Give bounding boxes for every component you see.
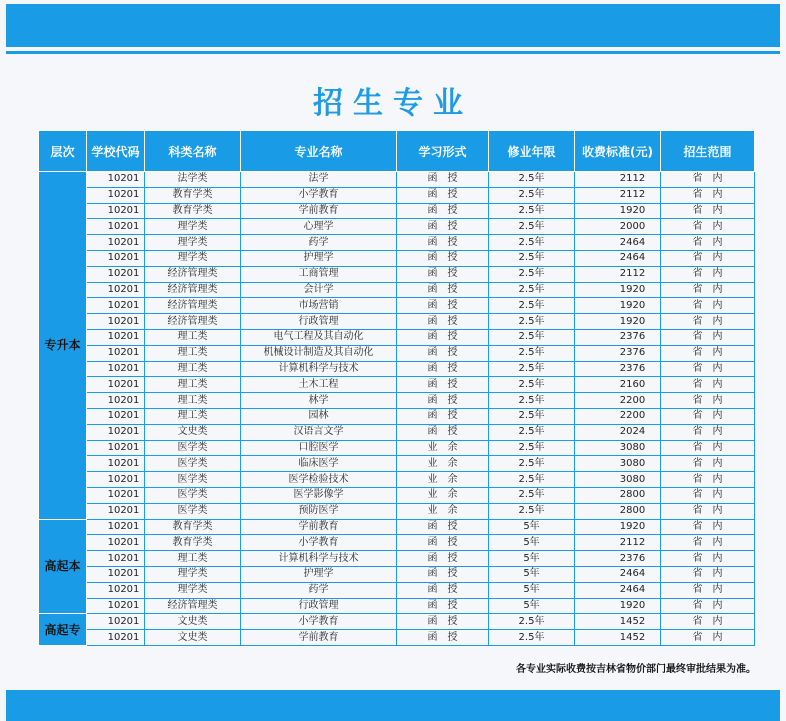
- header-fee: 收费标准(元): [575, 131, 661, 172]
- study-mode-cell: 业 余: [397, 456, 489, 472]
- header-duration: 修业年限: [489, 131, 575, 172]
- scope-cell: 省 内: [661, 393, 755, 409]
- fee-cell: 2112: [575, 266, 661, 282]
- school-code-cell: 10201: [87, 566, 145, 582]
- school-code-cell: 10201: [87, 551, 145, 567]
- scope-cell: 省 内: [661, 187, 755, 203]
- scope-cell: 省 内: [661, 377, 755, 393]
- table-row: [39, 551, 755, 567]
- scope-cell: 省 内: [661, 472, 755, 488]
- level-cell: 高起本: [39, 519, 87, 614]
- duration-cell: 5年: [489, 566, 575, 582]
- scope-cell: 省 内: [661, 598, 755, 614]
- school-code-cell: 10201: [87, 282, 145, 298]
- study-mode-cell: 业 余: [397, 503, 489, 519]
- school-code-cell: 10201: [87, 235, 145, 251]
- study-mode-cell: 函 授: [397, 582, 489, 598]
- fee-cell: 2112: [575, 535, 661, 551]
- table-row: [39, 566, 755, 582]
- scope-cell: 省 内: [661, 345, 755, 361]
- top-banner: [6, 4, 780, 47]
- scope-cell: 省 内: [661, 219, 755, 235]
- duration-cell: 2.5年: [489, 440, 575, 456]
- scope-cell: 省 内: [661, 282, 755, 298]
- fee-cell: 1920: [575, 598, 661, 614]
- duration-cell: 2.5年: [489, 456, 575, 472]
- study-mode-cell: 函 授: [397, 630, 489, 646]
- major-cell: 行政管理: [241, 314, 397, 330]
- school-code-cell: 10201: [87, 203, 145, 219]
- major-cell: 法学: [241, 172, 397, 188]
- category-cell: 教育学类: [145, 203, 241, 219]
- level-cell: 专升本: [39, 172, 87, 520]
- school-code-cell: 10201: [87, 456, 145, 472]
- scope-cell: 省 内: [661, 503, 755, 519]
- table-row: [39, 377, 755, 393]
- table-row: [39, 266, 755, 282]
- scope-cell: 省 内: [661, 408, 755, 424]
- duration-cell: 5年: [489, 519, 575, 535]
- category-cell: 教育学类: [145, 535, 241, 551]
- category-cell: 医学类: [145, 440, 241, 456]
- fee-cell: 2376: [575, 551, 661, 567]
- scope-cell: 省 内: [661, 424, 755, 440]
- duration-cell: 5年: [489, 582, 575, 598]
- header-category: 科类名称: [145, 131, 241, 172]
- duration-cell: 2.5年: [489, 393, 575, 409]
- category-cell: 理工类: [145, 377, 241, 393]
- table-row: [39, 250, 755, 266]
- school-code-cell: 10201: [87, 424, 145, 440]
- study-mode-cell: 函 授: [397, 219, 489, 235]
- fee-cell: 2800: [575, 487, 661, 503]
- table-row: [39, 408, 755, 424]
- fee-cell: 2464: [575, 235, 661, 251]
- scope-cell: 省 内: [661, 582, 755, 598]
- scope-cell: 省 内: [661, 172, 755, 188]
- study-mode-cell: 函 授: [397, 551, 489, 567]
- school-code-cell: 10201: [87, 487, 145, 503]
- school-code-cell: 10201: [87, 598, 145, 614]
- table-header-row: [39, 131, 755, 172]
- category-cell: 理学类: [145, 219, 241, 235]
- study-mode-cell: 函 授: [397, 377, 489, 393]
- study-mode-cell: 业 余: [397, 440, 489, 456]
- table-row: [39, 630, 755, 646]
- school-code-cell: 10201: [87, 329, 145, 345]
- table-row: [39, 172, 755, 188]
- category-cell: 经济管理类: [145, 314, 241, 330]
- category-cell: 理学类: [145, 582, 241, 598]
- major-cell: 口腔医学: [241, 440, 397, 456]
- school-code-cell: 10201: [87, 172, 145, 188]
- study-mode-cell: 函 授: [397, 519, 489, 535]
- category-cell: 经济管理类: [145, 266, 241, 282]
- top-divider: [6, 51, 780, 54]
- header-level: 层次: [39, 131, 87, 172]
- duration-cell: 2.5年: [489, 503, 575, 519]
- category-cell: 医学类: [145, 472, 241, 488]
- fee-cell: 1920: [575, 519, 661, 535]
- school-code-cell: 10201: [87, 298, 145, 314]
- table-row: [39, 329, 755, 345]
- category-cell: 理工类: [145, 361, 241, 377]
- scope-cell: 省 内: [661, 551, 755, 567]
- table-row: [39, 282, 755, 298]
- school-code-cell: 10201: [87, 440, 145, 456]
- category-cell: 理工类: [145, 551, 241, 567]
- category-cell: 医学类: [145, 487, 241, 503]
- major-cell: 学前教育: [241, 519, 397, 535]
- fee-cell: 2000: [575, 219, 661, 235]
- category-cell: 经济管理类: [145, 598, 241, 614]
- fee-cell: 2024: [575, 424, 661, 440]
- duration-cell: 2.5年: [489, 235, 575, 251]
- school-code-cell: 10201: [87, 519, 145, 535]
- major-cell: 电气工程及其自动化: [241, 329, 397, 345]
- study-mode-cell: 函 授: [397, 361, 489, 377]
- category-cell: 文史类: [145, 630, 241, 646]
- duration-cell: 2.5年: [489, 282, 575, 298]
- category-cell: 理学类: [145, 235, 241, 251]
- table-row: [39, 472, 755, 488]
- category-cell: 教育学类: [145, 187, 241, 203]
- school-code-cell: 10201: [87, 582, 145, 598]
- table-row: [39, 614, 755, 630]
- major-cell: 护理学: [241, 566, 397, 582]
- school-code-cell: 10201: [87, 503, 145, 519]
- study-mode-cell: 函 授: [397, 314, 489, 330]
- major-cell: 市场营销: [241, 298, 397, 314]
- duration-cell: 2.5年: [489, 630, 575, 646]
- school-code-cell: 10201: [87, 408, 145, 424]
- study-mode-cell: 业 余: [397, 472, 489, 488]
- scope-cell: 省 内: [661, 250, 755, 266]
- major-cell: 小学教育: [241, 535, 397, 551]
- fee-cell: 2376: [575, 329, 661, 345]
- table-row: [39, 361, 755, 377]
- table-row: [39, 582, 755, 598]
- study-mode-cell: 函 授: [397, 266, 489, 282]
- fee-cell: 2200: [575, 408, 661, 424]
- scope-cell: 省 内: [661, 519, 755, 535]
- fee-cell: 2464: [575, 582, 661, 598]
- header-major: 专业名称: [241, 131, 397, 172]
- school-code-cell: 10201: [87, 361, 145, 377]
- scope-cell: 省 内: [661, 614, 755, 630]
- duration-cell: 2.5年: [489, 614, 575, 630]
- fee-cell: 1920: [575, 314, 661, 330]
- duration-cell: 2.5年: [489, 408, 575, 424]
- major-cell: 预防医学: [241, 503, 397, 519]
- enrollment-table: [38, 130, 755, 646]
- level-cell: 高起专: [39, 614, 87, 646]
- school-code-cell: 10201: [87, 250, 145, 266]
- category-cell: 法学类: [145, 172, 241, 188]
- fee-note: 各专业实际收费按吉林省物价部门最终审批结果为准。: [516, 664, 756, 675]
- major-cell: 小学教育: [241, 187, 397, 203]
- fee-cell: 2464: [575, 566, 661, 582]
- fee-cell: 3080: [575, 440, 661, 456]
- duration-cell: 2.5年: [489, 203, 575, 219]
- fee-cell: 2112: [575, 187, 661, 203]
- scope-cell: 省 内: [661, 440, 755, 456]
- study-mode-cell: 函 授: [397, 329, 489, 345]
- table-row: [39, 424, 755, 440]
- category-cell: 经济管理类: [145, 298, 241, 314]
- school-code-cell: 10201: [87, 630, 145, 646]
- scope-cell: 省 内: [661, 314, 755, 330]
- study-mode-cell: 函 授: [397, 187, 489, 203]
- table-row: [39, 535, 755, 551]
- study-mode-cell: 函 授: [397, 614, 489, 630]
- study-mode-cell: 函 授: [397, 250, 489, 266]
- study-mode-cell: 函 授: [397, 172, 489, 188]
- duration-cell: 2.5年: [489, 250, 575, 266]
- duration-cell: 2.5年: [489, 345, 575, 361]
- study-mode-cell: 函 授: [397, 566, 489, 582]
- school-code-cell: 10201: [87, 535, 145, 551]
- table-row: [39, 187, 755, 203]
- school-code-cell: 10201: [87, 314, 145, 330]
- table-row: [39, 440, 755, 456]
- scope-cell: 省 内: [661, 566, 755, 582]
- table-row: [39, 598, 755, 614]
- major-cell: 机械设计制造及其自动化: [241, 345, 397, 361]
- header-study-mode: 学习形式: [397, 131, 489, 172]
- category-cell: 理工类: [145, 393, 241, 409]
- major-cell: 土木工程: [241, 377, 397, 393]
- major-cell: 学前教育: [241, 203, 397, 219]
- study-mode-cell: 函 授: [397, 424, 489, 440]
- study-mode-cell: 业 余: [397, 487, 489, 503]
- bottom-banner: [6, 690, 780, 721]
- table-row: [39, 456, 755, 472]
- category-cell: 医学类: [145, 503, 241, 519]
- major-cell: 林学: [241, 393, 397, 409]
- major-cell: 医学影像学: [241, 487, 397, 503]
- scope-cell: 省 内: [661, 487, 755, 503]
- fee-cell: 2112: [575, 172, 661, 188]
- table-row: [39, 519, 755, 535]
- table-row: [39, 503, 755, 519]
- category-cell: 经济管理类: [145, 282, 241, 298]
- study-mode-cell: 函 授: [397, 345, 489, 361]
- category-cell: 理学类: [145, 566, 241, 582]
- school-code-cell: 10201: [87, 345, 145, 361]
- school-code-cell: 10201: [87, 219, 145, 235]
- fee-cell: 1920: [575, 298, 661, 314]
- major-cell: 行政管理: [241, 598, 397, 614]
- scope-cell: 省 内: [661, 535, 755, 551]
- category-cell: 理工类: [145, 345, 241, 361]
- major-cell: 临床医学: [241, 456, 397, 472]
- major-cell: 小学教育: [241, 614, 397, 630]
- study-mode-cell: 函 授: [397, 282, 489, 298]
- scope-cell: 省 内: [661, 361, 755, 377]
- school-code-cell: 10201: [87, 187, 145, 203]
- scope-cell: 省 内: [661, 235, 755, 251]
- study-mode-cell: 函 授: [397, 408, 489, 424]
- major-cell: 工商管理: [241, 266, 397, 282]
- duration-cell: 2.5年: [489, 487, 575, 503]
- duration-cell: 2.5年: [489, 472, 575, 488]
- scope-cell: 省 内: [661, 203, 755, 219]
- fee-cell: 1920: [575, 282, 661, 298]
- duration-cell: 5年: [489, 535, 575, 551]
- fee-cell: 3080: [575, 472, 661, 488]
- duration-cell: 2.5年: [489, 219, 575, 235]
- table-row: [39, 219, 755, 235]
- table-row: [39, 393, 755, 409]
- fee-cell: 2376: [575, 345, 661, 361]
- scope-cell: 省 内: [661, 630, 755, 646]
- fee-cell: 2464: [575, 250, 661, 266]
- table-row: [39, 203, 755, 219]
- study-mode-cell: 函 授: [397, 393, 489, 409]
- scope-cell: 省 内: [661, 266, 755, 282]
- category-cell: 文史类: [145, 614, 241, 630]
- duration-cell: 2.5年: [489, 266, 575, 282]
- duration-cell: 2.5年: [489, 424, 575, 440]
- major-cell: 学前教育: [241, 630, 397, 646]
- category-cell: 教育学类: [145, 519, 241, 535]
- fee-cell: 3080: [575, 456, 661, 472]
- category-cell: 医学类: [145, 456, 241, 472]
- table-row: [39, 487, 755, 503]
- header-scope: 招生范围: [661, 131, 755, 172]
- study-mode-cell: 函 授: [397, 535, 489, 551]
- school-code-cell: 10201: [87, 377, 145, 393]
- major-cell: 计算机科学与技术: [241, 551, 397, 567]
- major-cell: 园林: [241, 408, 397, 424]
- major-cell: 药学: [241, 235, 397, 251]
- category-cell: 理工类: [145, 329, 241, 345]
- fee-cell: 1452: [575, 630, 661, 646]
- major-cell: 药学: [241, 582, 397, 598]
- fee-cell: 2376: [575, 361, 661, 377]
- study-mode-cell: 函 授: [397, 598, 489, 614]
- duration-cell: 2.5年: [489, 377, 575, 393]
- duration-cell: 5年: [489, 551, 575, 567]
- fee-cell: 1920: [575, 203, 661, 219]
- study-mode-cell: 函 授: [397, 298, 489, 314]
- fee-cell: 2160: [575, 377, 661, 393]
- table-row: [39, 235, 755, 251]
- duration-cell: 2.5年: [489, 172, 575, 188]
- major-cell: 医学检验技术: [241, 472, 397, 488]
- header-school-code: 学校代码: [87, 131, 145, 172]
- scope-cell: 省 内: [661, 298, 755, 314]
- major-cell: 护理学: [241, 250, 397, 266]
- study-mode-cell: 函 授: [397, 203, 489, 219]
- major-cell: 计算机科学与技术: [241, 361, 397, 377]
- page-title: 招生专业: [313, 86, 473, 121]
- fee-cell: 2800: [575, 503, 661, 519]
- category-cell: 理学类: [145, 250, 241, 266]
- study-mode-cell: 函 授: [397, 235, 489, 251]
- category-cell: 理工类: [145, 408, 241, 424]
- duration-cell: 2.5年: [489, 329, 575, 345]
- table-row: [39, 345, 755, 361]
- table-row: [39, 298, 755, 314]
- fee-cell: 1452: [575, 614, 661, 630]
- duration-cell: 2.5年: [489, 187, 575, 203]
- school-code-cell: 10201: [87, 393, 145, 409]
- major-cell: 汉语言文学: [241, 424, 397, 440]
- school-code-cell: 10201: [87, 266, 145, 282]
- duration-cell: 2.5年: [489, 314, 575, 330]
- duration-cell: 2.5年: [489, 298, 575, 314]
- category-cell: 文史类: [145, 424, 241, 440]
- major-cell: 心理学: [241, 219, 397, 235]
- scope-cell: 省 内: [661, 456, 755, 472]
- school-code-cell: 10201: [87, 614, 145, 630]
- table-row: [39, 314, 755, 330]
- duration-cell: 2.5年: [489, 361, 575, 377]
- major-cell: 会计学: [241, 282, 397, 298]
- school-code-cell: 10201: [87, 472, 145, 488]
- duration-cell: 5年: [489, 598, 575, 614]
- fee-cell: 2200: [575, 393, 661, 409]
- scope-cell: 省 内: [661, 329, 755, 345]
